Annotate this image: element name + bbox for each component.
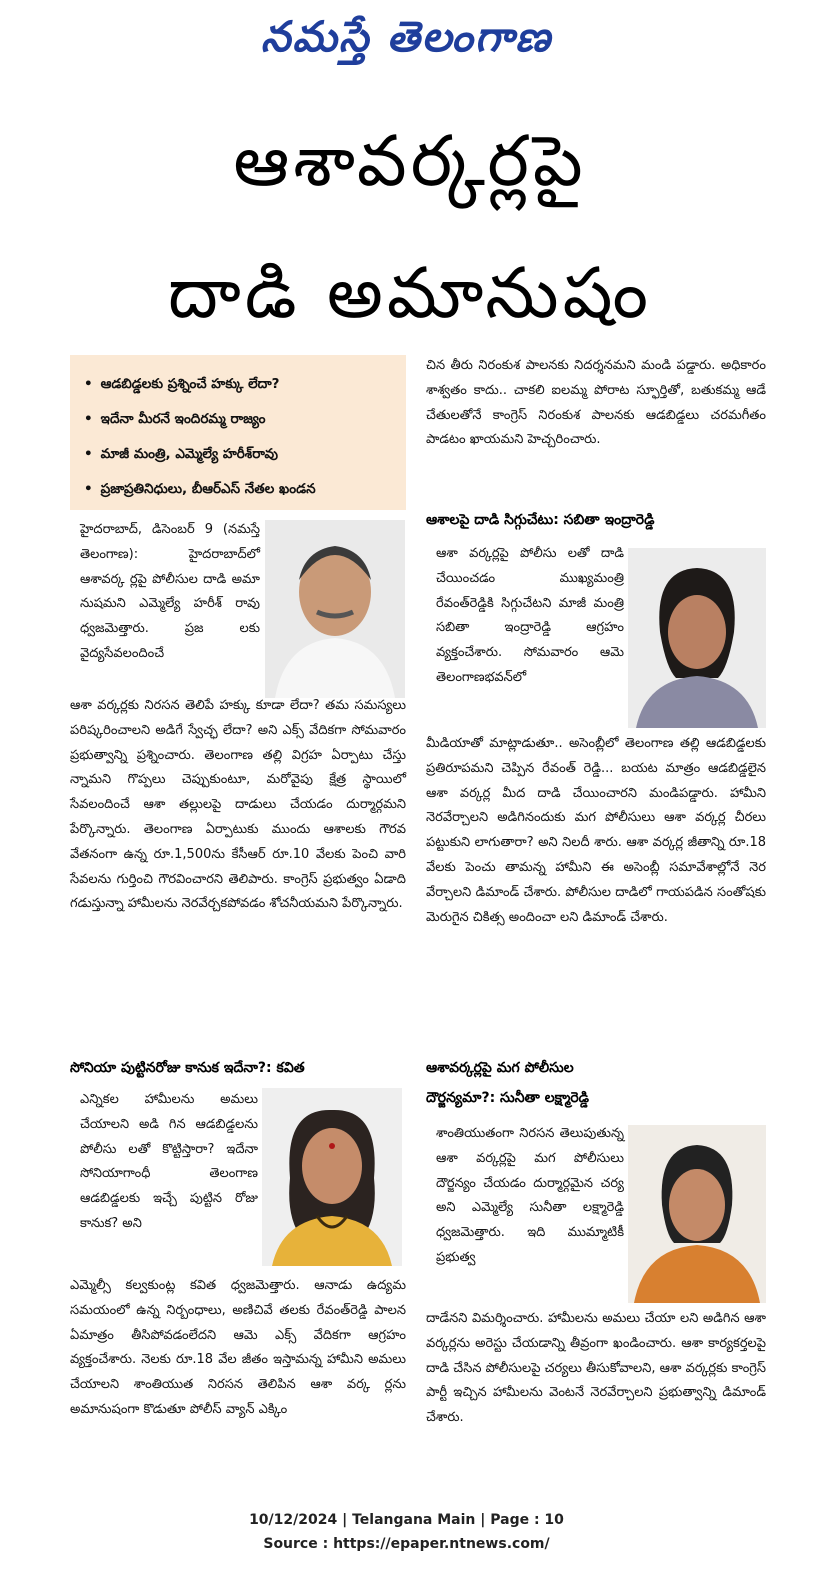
headline-line-1: ఆశావర్కర్లపై xyxy=(233,120,587,202)
sabitha-photo xyxy=(628,548,766,728)
footer-date-page: 10/12/2024 | Telangana Main | Page : 10 xyxy=(249,1512,564,1528)
highlight-item: • ప్రజాప్రతినిధులు, బీఆర్‌ఎస్ నేతల ఖండన xyxy=(84,472,396,507)
harish-intro-text: హైదరాబాద్, డిసెంబర్ 9 (నమస్తే తెలంగాణ): హైదరాబాద్‌లో ఆశావర్క ర్లపై పోలీసుల దాడి అమా నుషమని ఎమ్మెల్యే హరీశ్ రావు ధ్వజమెత్తారు. ప్రజ లకు వైద్యసేవలందించే xyxy=(80,522,260,661)
newspaper-masthead: నమస్తే తెలంగాణ xyxy=(260,12,553,61)
sunitha-body-text: దాడేనని విమర్శించారు. హామీలను అమలు చేయా లని అడిగిన ఆశా వర్కర్లను అరెస్టు చేయడాన్ని తీవ్రంగా ఖండించారు. ఆశా కార్యకర్తలపై దాడి చేసిన పోలీసులపై చర్యలు తీసుకోవాలని, ఆశా వర్కర్లకు కాంగ్రెస్ పార్టీ ఇచ్చిన హామీలను వెంటనే నెరవేర్చాలని ప్రభుత్వాన్ని డిమాండ్ చేశారు. xyxy=(426,1311,766,1426)
person-icon xyxy=(265,520,405,698)
sunitha-intro-text: శాంతియుతంగా నిరసన తెలుపుతున్న ఆశా వర్కర్లపై మగ పోలీసులు దౌర్జన్యం చేయడం దుర్మార్గమైన చర్య అని ఎమ్మెల్యే సునీతా లక్ష్మారెడ్డి ధ్వజమెత్తారు. ఇది ముమ్మాటికీ ప్రభుత్వ xyxy=(436,1126,624,1265)
footer-source: Source : https://epaper.ntnews.com/ xyxy=(263,1536,550,1552)
kavitha-subheading: సోనియా పుట్టినరోజు కానుక ఇదేనా?: కవిత xyxy=(70,1060,305,1076)
headline-line-2: దాడి అమానుషం xyxy=(168,252,652,334)
highlight-item: • ఇదేనా మీరనే ఇందిరమ్మ రాజ్యం xyxy=(84,402,396,437)
sabitha-intro-text: ఆశా వర్కర్లపై పోలీసు లతో దాడి చేయించడం ముఖ్యమంత్రి రేవంత్‌రెడ్డికి సిగ్గుచేటని మాజీ మంత్రి సబితా ఇంద్రారెడ్డి ఆగ్రహం వ్యక్తంచేశారు. సోమవారం ఆమె తెలంగాణభవన్‌లో xyxy=(436,546,624,685)
kavitha-photo xyxy=(262,1088,402,1266)
sunitha-subheading-line-2: దౌర్జన్యమా?: సునీతా లక్ష్మారెడ్డి xyxy=(426,1090,590,1106)
harish-body-text: ఆశా వర్కర్లకు నిరసన తెలిపే హక్కు కూడా లేదా? తమ సమస్యలు పరిష్కరించాలని అడిగే స్వేచ్ఛ లేదా? అని ఎక్స్ వేదికగా సోమవారం ప్రభుత్వాన్ని ప్రశ్నించారు. తెలంగాణ తల్లి విగ్రహ ఏర్పాటు చేస్తు న్నామని గొప్పలు చెప్పుకుంటూ, మరోవైపు క్షేత్ర స్థాయిలో సేవలందించే ఆశా తల్లులపై దాడులు చేయడం దుర్మార్గమని పేర్కొన్నారు. తెలంగాణ ఏర్పాటుకు ముందు ఆశాలకు గౌరవ వేతనంగా ఉన్న రూ.1,500ను కేసీఆర్ రూ.10 వేలకు పెంచి వారి సేవలను గుర్తించి గౌరవించారని తెలిపారు. కాంగ్రెస్ ప్రభుత్వం ఏడాది గడుస్తున్నా హామీలను నెరవేర్చకపోవడం శోచనీయమని పేర్కొన్నారు. xyxy=(70,698,406,912)
highlight-item: • ఆడబిడ్డలకు ప్రశ్నించే హక్కు లేదా? xyxy=(84,367,396,402)
harish-rao-photo xyxy=(265,520,405,698)
kavitha-body-text: ఎమ్మెల్సీ కల్వకుంట్ల కవిత ధ్వజమెత్తారు. ఆనాడు ఉద్యమ సమయంలో ఉన్న నిర్బంధాలు, అణిచివే తలకు రేవంత్‌రెడ్డి పాలన ఏమాత్రం తీసిపోవడంలేదని ఆమె ఎక్స్ వేదికగా ఆగ్రహం వ్యక్తంచేశారు. నెలకు రూ.18 వేల జీతం ఇస్తామన్న హామీని అమలు చేయాలని శాంతియుత నిరసన తెలిపిన ఆశా వర్క ర్లను అమానుషంగా కొడుతూ పోలీస్ వ్యాన్ ఎక్కిం xyxy=(70,1278,406,1417)
person-icon xyxy=(628,1125,766,1303)
highlight-item: • మాజీ మంత్రి, ఎమ్మెల్యే హరీశ్‌రావు xyxy=(84,437,396,472)
person-icon xyxy=(262,1088,402,1266)
sunitha-photo xyxy=(628,1125,766,1303)
continued-text: చిన తీరు నిరంకుశ పాలనకు నిదర్శనమని మండి పడ్డారు. అధికారం శాశ్వతం కాదు.. చాకలి ఐలమ్మ పోరాట స్ఫూర్తితో, బతుకమ్మ ఆడే చేతులతోనే కాంగ్రెస్ నిరంకుశ పాలనకు ఆడబిడ్డలు చరమగీతం పాడటం ఖాయమని హెచ్చరించారు. xyxy=(426,358,766,448)
sabitha-body-text: మీడియాతో మాట్లాడుతూ.. అసెంబ్లీలో తెలంగాణ తల్లి ఆడబిడ్డలకు ప్రతిరూపమని చెప్పిన రేవంత్ రెడ్డి... బయట మాత్రం ఆడబిడ్డలైన ఆశా వర్కర్ల మీద దాడి చేయించారని మండిపడ్డారు. హామీని నెరవేర్చాలని అడిగినందుకు మగ పోలీసులు ఆశా వర్కర్ల చీరలు పట్టుకుని లాగుతారా? అని నిలదీ శారు. ఆశా వర్కర్ల జీతాన్ని రూ.18 వేలకు పెంచు తామన్న హామీని ఈ అసెంబ్లీ సమావేశాల్లోనే నెర వేర్చాలని డిమాండ్ చేశారు. పోలీసుల దాడిలో గాయపడిన సంతోషకు మెరుగైన చికిత్స అందించా లని డిమాండ్ చేశారు. xyxy=(426,736,766,925)
person-icon xyxy=(628,548,766,728)
sunitha-subheading-line-1: ఆశావర్కర్లపై మగ పోలీసుల xyxy=(426,1060,574,1076)
sabitha-subheading: ఆశాలపై దాడి సిగ్గుచేటు: సబితా ఇంద్రారెడ్డి xyxy=(426,512,655,528)
kavitha-intro-text: ఎన్నికల హామీలను అమలు చేయాలని అడి గిన ఆడబిడ్డలను పోలీసు లతో కొట్టిస్తారా? ఇదేనా సోనియాగాంధీ తెలంగాణ ఆడబిడ్డలకు ఇచ్చే పుట్టిన రోజు కానుక? అని xyxy=(80,1092,258,1231)
highlights-box xyxy=(70,355,406,510)
